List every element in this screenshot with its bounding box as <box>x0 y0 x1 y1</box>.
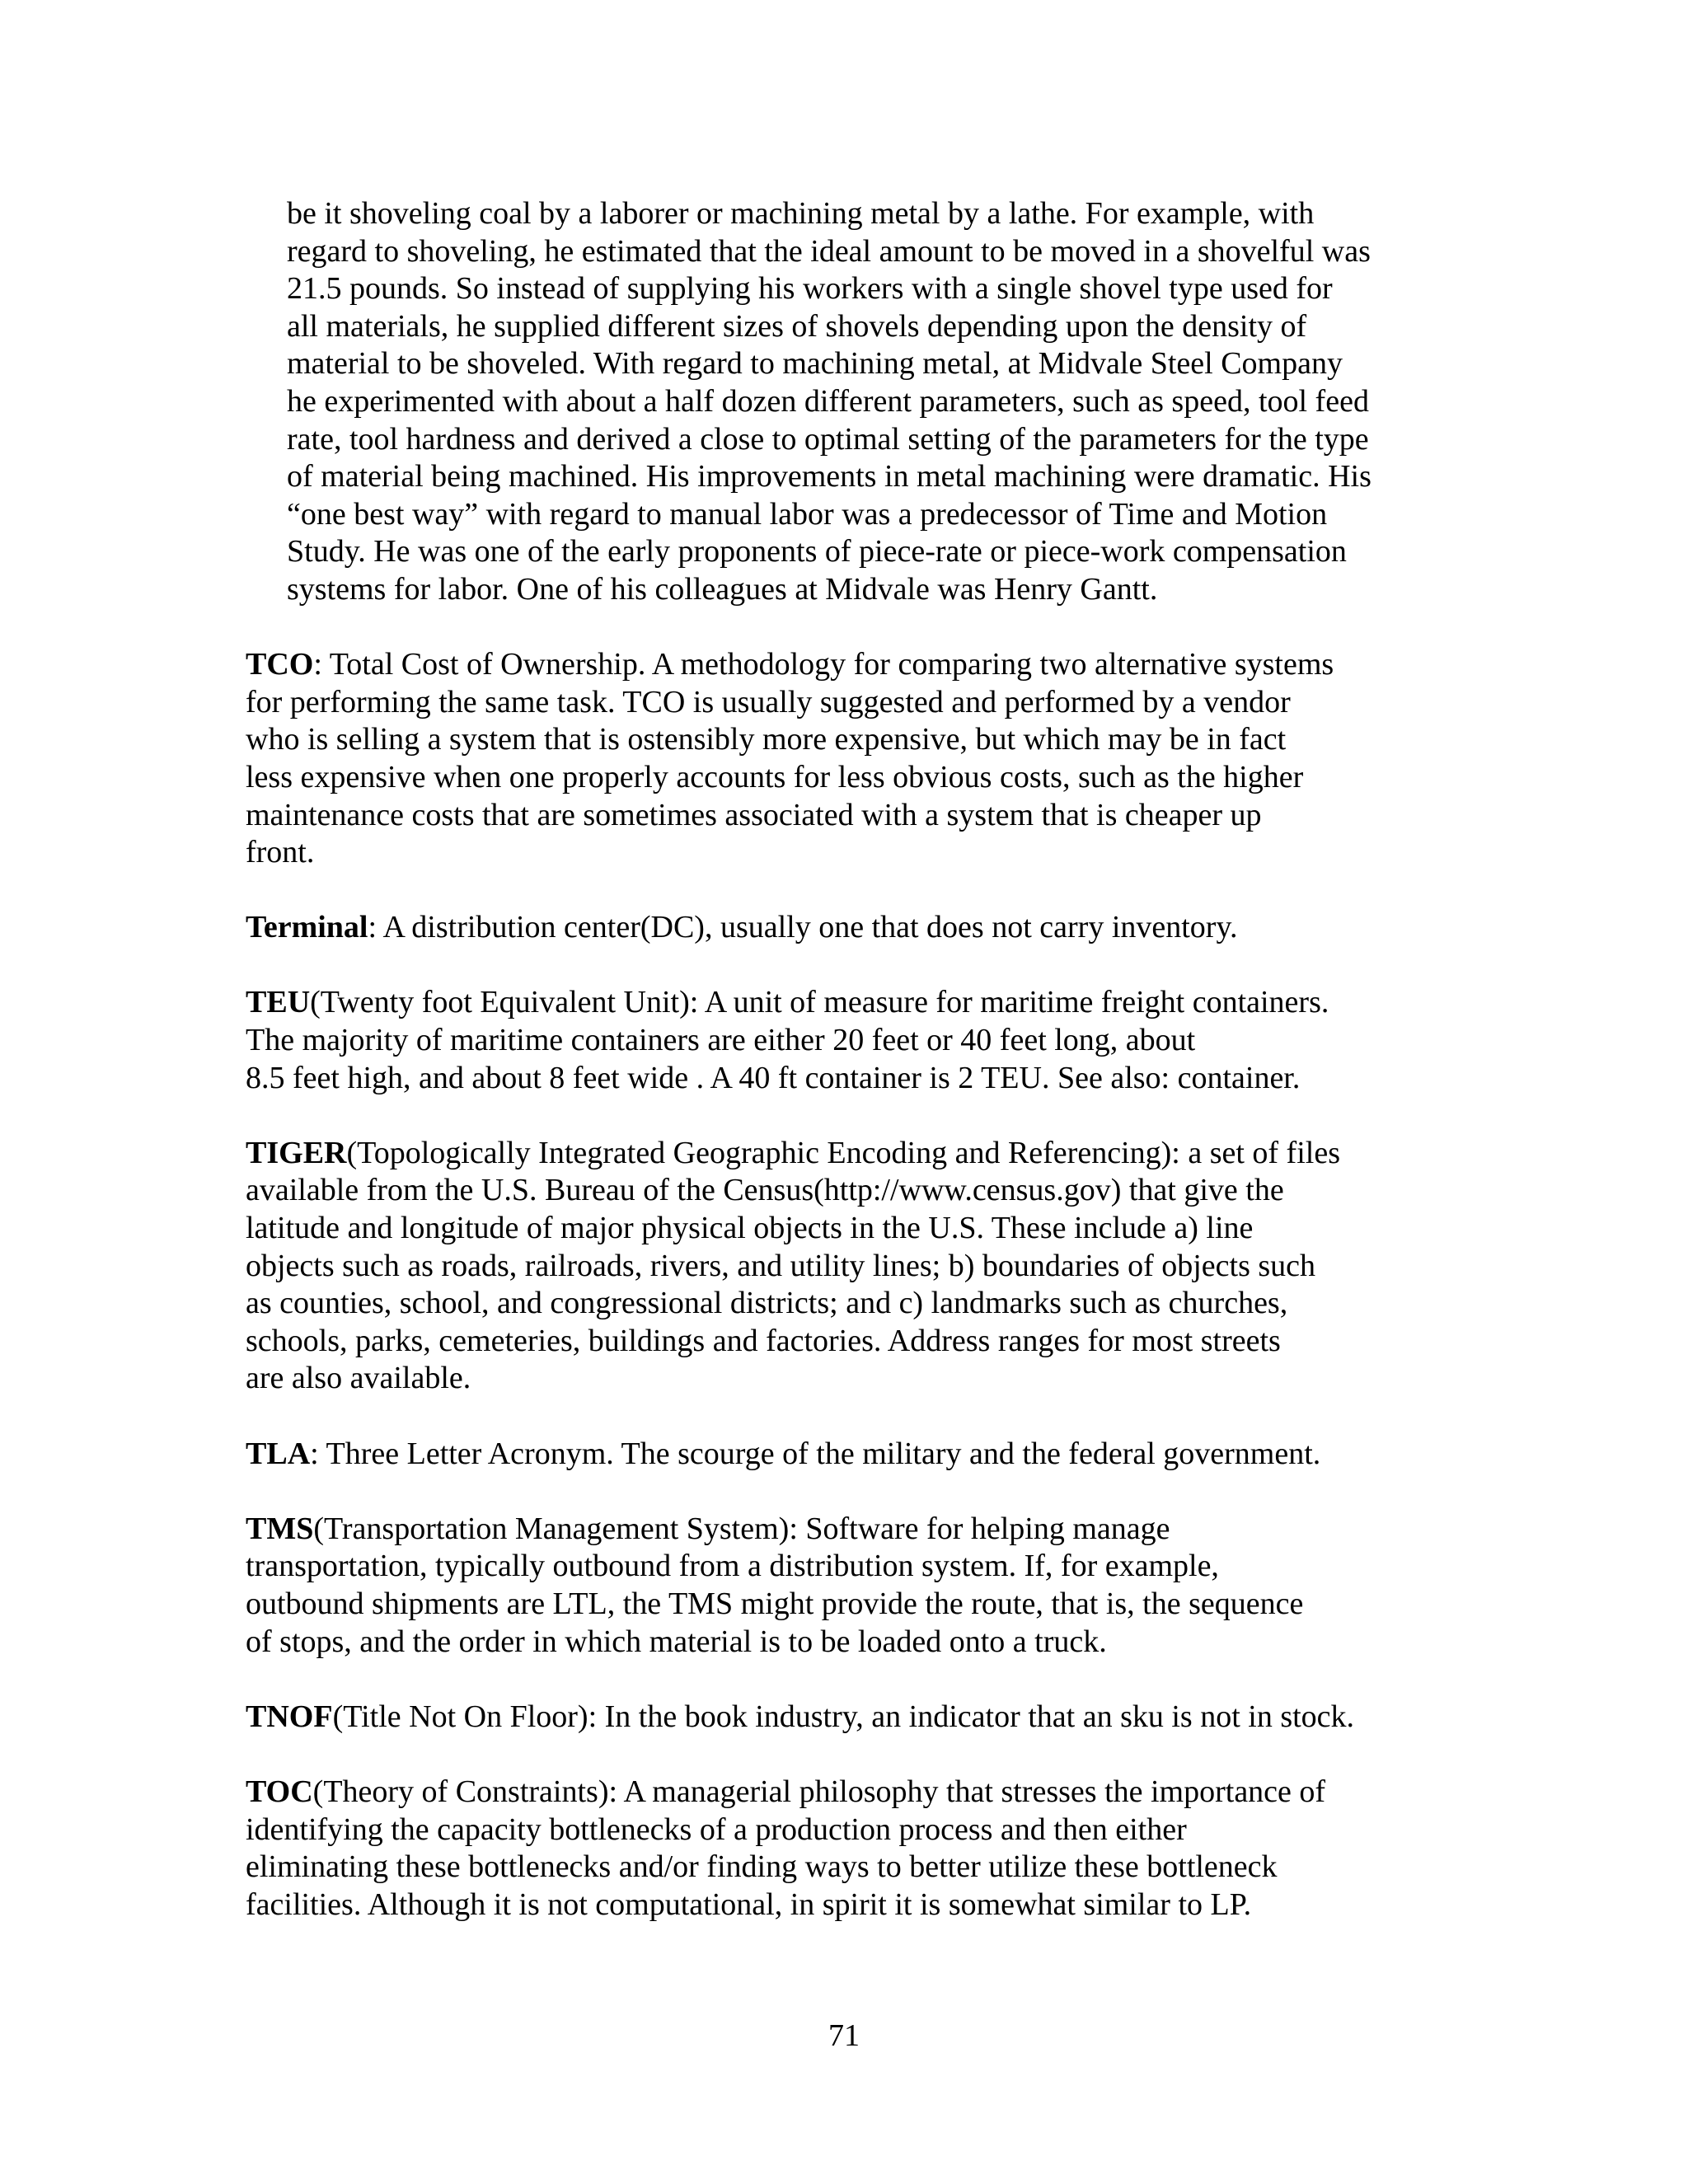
text-line: schools, parks, cemeteries, buildings and factories. Address ranges for most streets <box>246 1323 1281 1358</box>
text-line: less expensive when one properly accounts for less obvious costs, such as the higher <box>246 759 1304 794</box>
entry-first-line <box>246 909 1441 947</box>
text-line: outbound shipments are LTL, the TMS might provide the route, that is, the sequence <box>246 1586 1304 1621</box>
paragraph-gap <box>246 1736 1441 1774</box>
entry-first-line <box>246 1774 1441 1811</box>
glossary-entry-tnof <box>246 1699 1441 1736</box>
text-line: eliminating these bottlenecks and/or finding ways to better utilize these bottleneck <box>246 1849 1278 1885</box>
entry-definition-start: (Theory of Constraints): A managerial philosophy that stresses the importance of <box>312 1774 1326 1809</box>
text-line: material to be shoveled. With regard to machining metal, at Midvale Steel Company <box>287 346 1343 382</box>
text-line: latitude and longitude of major physical objects in the U.S. These include a) line <box>246 1211 1254 1246</box>
text-line: The majority of maritime containers are either 20 feet or 40 feet long, about <box>246 1023 1196 1058</box>
text-line: systems for labor. One of his colleagues at Midvale was Henry Gantt. <box>287 571 1158 607</box>
text-line: Study. He was one of the early proponents of piece-rate or piece-work compensation <box>287 534 1347 569</box>
entry-first-line <box>246 1699 1441 1736</box>
glossary-entry-tms <box>246 1511 1441 1661</box>
entry-term: TNOF <box>246 1699 333 1734</box>
text-line: as counties, school, and congressional districts; and c) landmarks such as churches, <box>246 1286 1288 1321</box>
text-line: be it shoveling coal by a laborer or machining metal by a lathe. For example, with <box>287 196 1315 231</box>
text-line: for performing the same task. TCO is usually suggested and performed by a vendor <box>246 684 1291 719</box>
paragraph-gap <box>246 1473 1441 1511</box>
entry-term: TOC <box>246 1774 313 1809</box>
text-line: maintenance costs that are sometimes associated with a system that is cheaper up <box>246 797 1262 832</box>
entry-definition-start: (Twenty foot Equivalent Unit): A unit of measure for maritime freight containers. <box>310 985 1329 1020</box>
entry-definition-start: (Topologically Integrated Geographic Encoding and Referencing): a set of files <box>346 1135 1340 1170</box>
glossary-entry-tiger <box>246 1135 1441 1398</box>
text-line: of stops, and the order in which material is to be loaded onto a truck. <box>246 1624 1107 1659</box>
glossary-entry-terminal <box>246 909 1441 947</box>
entry-definition-start: : A distribution center(DC), usually one that does not carry inventory. <box>368 910 1238 945</box>
text-line: 8.5 feet high, and about 8 feet wide . A 40 ft container is 2 TEU. See also: container. <box>246 1060 1301 1095</box>
entry-first-line <box>246 1436 1441 1474</box>
text-line: regard to shoveling, he estimated that the ideal amount to be moved in a shovelful was <box>287 233 1371 269</box>
text-line: who is selling a system that is ostensibly more expensive, but which may be in fact <box>246 722 1287 757</box>
entry-first-line <box>246 984 1441 1022</box>
text-line: identifying the capacity bottlenecks of a production process and then either <box>246 1811 1187 1847</box>
entry-definition-start: : Three Letter Acronym. The scourge of the military and the federal government. <box>310 1436 1321 1471</box>
paragraph-gap <box>246 609 1441 647</box>
page-number: 71 <box>828 2018 860 2053</box>
text-line: front. <box>246 835 315 870</box>
entry-term: TEU <box>246 985 311 1020</box>
entry-first-line <box>246 1135 1441 1173</box>
text-line: all materials, he supplied different sizes of shovels depending upon the density of <box>287 308 1307 344</box>
paragraph-gap <box>246 1661 1441 1699</box>
glossary-entry-tco <box>246 646 1441 872</box>
paragraph-gap <box>246 1097 1441 1135</box>
paragraph-gap <box>246 947 1441 985</box>
text-line: available from the U.S. Bureau of the Census(http://www.census.gov) that give the <box>246 1173 1284 1208</box>
entry-term: TCO <box>246 647 314 682</box>
entry-term: Terminal <box>246 910 368 945</box>
paragraph-gap <box>246 1398 1441 1436</box>
text-line: he experimented with about a half dozen different parameters, such as speed, tool feed <box>287 383 1369 419</box>
text-line: transportation, typically outbound from a distribution system. If, for example, <box>246 1549 1219 1584</box>
entry-definition-start: : Total Cost of Ownership. A methodology for comparing two alternative systems <box>313 647 1334 682</box>
text-line: rate, tool hardness and derived a close to optimal setting of the parameters for the type <box>287 421 1369 457</box>
entry-first-line <box>246 1511 1441 1549</box>
entry-term: TMS <box>246 1511 314 1546</box>
text-line: 21.5 pounds. So instead of supplying his workers with a single shovel type used for <box>287 271 1333 307</box>
glossary-entry-toc <box>246 1774 1441 1924</box>
glossary-entry-teu <box>246 984 1441 1097</box>
entry-definition-start: (Transportation Management System): Software for helping manage <box>313 1511 1170 1546</box>
entry-term: TLA <box>246 1436 311 1471</box>
entry-term: TIGER <box>246 1135 347 1170</box>
text-line: objects such as roads, railroads, rivers, and utility lines; b) boundaries of objects such <box>246 1248 1316 1283</box>
text-line: “one best way” with regard to manual labor was a predecessor of Time and Motion <box>287 496 1328 532</box>
text-line: facilities. Although it is not computational, in spirit it is somewhat similar to LP. <box>246 1886 1252 1922</box>
continuation-paragraph <box>246 195 1441 609</box>
text-line: are also available. <box>246 1361 471 1396</box>
glossary-body <box>246 195 1441 1924</box>
text-line: of material being machined. His improvements in metal machining were dramatic. His <box>287 459 1372 494</box>
paragraph-gap <box>246 872 1441 910</box>
entry-first-line <box>246 646 1441 684</box>
entry-definition-start: (Title Not On Floor): In the book industry, an indicator that an sku is not in stock. <box>332 1699 1355 1734</box>
glossary-entry-tla <box>246 1436 1441 1474</box>
